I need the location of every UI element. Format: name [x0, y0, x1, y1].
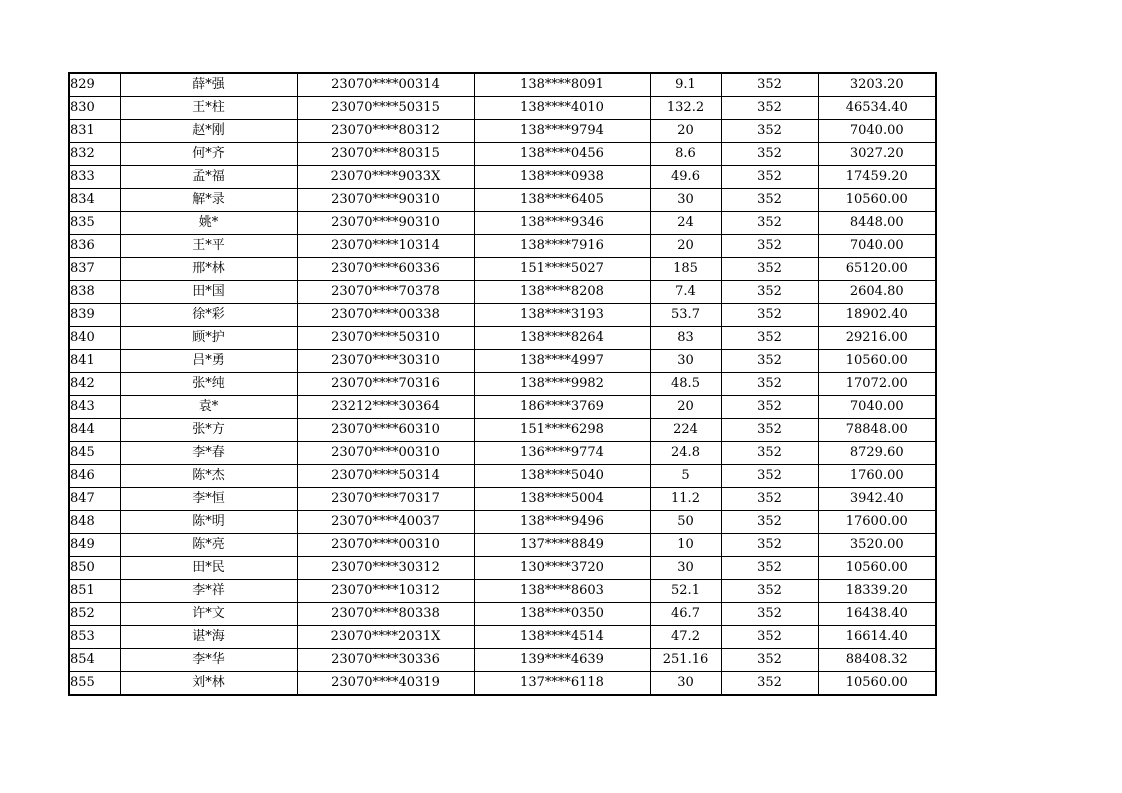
cell-seq: 845 — [69, 442, 120, 465]
cell-unit-price: 352 — [721, 603, 818, 626]
cell-amount: 8729.60 — [818, 442, 936, 465]
cell-quantity: 10 — [650, 534, 721, 557]
cell-name: 顾*护 — [120, 327, 297, 350]
cell-amount: 10560.00 — [818, 672, 936, 696]
cell-unit-price: 352 — [721, 212, 818, 235]
table-row — [69, 373, 936, 396]
table-row — [69, 442, 936, 465]
table-row — [69, 143, 936, 166]
cell-amount: 78848.00 — [818, 419, 936, 442]
cell-seq: 833 — [69, 166, 120, 189]
cell-id-number: 23070****60310 — [297, 419, 474, 442]
cell-quantity: 20 — [650, 396, 721, 419]
cell-amount: 17072.00 — [818, 373, 936, 396]
cell-quantity: 47.2 — [650, 626, 721, 649]
cell-amount: 3027.20 — [818, 143, 936, 166]
cell-unit-price: 352 — [721, 511, 818, 534]
cell-amount: 10560.00 — [818, 189, 936, 212]
cell-unit-price: 352 — [721, 626, 818, 649]
cell-unit-price: 352 — [721, 235, 818, 258]
cell-phone: 138****8208 — [474, 281, 650, 304]
table-row — [69, 511, 936, 534]
cell-amount: 18902.40 — [818, 304, 936, 327]
cell-phone: 151****5027 — [474, 258, 650, 281]
cell-amount: 17600.00 — [818, 511, 936, 534]
cell-unit-price: 352 — [721, 488, 818, 511]
cell-quantity: 49.6 — [650, 166, 721, 189]
table-row — [69, 396, 936, 419]
table-row — [69, 488, 936, 511]
cell-phone: 138****4997 — [474, 350, 650, 373]
cell-unit-price: 352 — [721, 258, 818, 281]
cell-id-number: 23070****60336 — [297, 258, 474, 281]
cell-amount: 3942.40 — [818, 488, 936, 511]
cell-seq: 851 — [69, 580, 120, 603]
table-row — [69, 327, 936, 350]
cell-quantity: 8.6 — [650, 143, 721, 166]
cell-quantity: 11.2 — [650, 488, 721, 511]
cell-amount: 16614.40 — [818, 626, 936, 649]
cell-phone: 137****8849 — [474, 534, 650, 557]
table-row — [69, 350, 936, 373]
cell-name: 吕*勇 — [120, 350, 297, 373]
cell-seq: 837 — [69, 258, 120, 281]
cell-amount: 65120.00 — [818, 258, 936, 281]
cell-unit-price: 352 — [721, 396, 818, 419]
cell-name: 邢*林 — [120, 258, 297, 281]
cell-quantity: 30 — [650, 350, 721, 373]
cell-quantity: 30 — [650, 672, 721, 696]
cell-amount: 7040.00 — [818, 396, 936, 419]
cell-amount: 29216.00 — [818, 327, 936, 350]
cell-phone: 138****7916 — [474, 235, 650, 258]
cell-amount: 46534.40 — [818, 97, 936, 120]
cell-name: 陈*亮 — [120, 534, 297, 557]
cell-seq: 855 — [69, 672, 120, 696]
table-row — [69, 580, 936, 603]
table-row — [69, 189, 936, 212]
cell-phone: 138****8091 — [474, 73, 650, 97]
cell-seq: 836 — [69, 235, 120, 258]
cell-phone: 138****5040 — [474, 465, 650, 488]
cell-id-number: 23070****70316 — [297, 373, 474, 396]
cell-unit-price: 352 — [721, 189, 818, 212]
cell-id-number: 23070****00338 — [297, 304, 474, 327]
cell-seq: 852 — [69, 603, 120, 626]
table-row — [69, 603, 936, 626]
cell-phone: 130****3720 — [474, 557, 650, 580]
cell-unit-price: 352 — [721, 672, 818, 696]
cell-unit-price: 352 — [721, 465, 818, 488]
cell-unit-price: 352 — [721, 304, 818, 327]
cell-id-number: 23070****30312 — [297, 557, 474, 580]
cell-seq: 841 — [69, 350, 120, 373]
cell-phone: 138****9346 — [474, 212, 650, 235]
table-row — [69, 419, 936, 442]
cell-amount: 7040.00 — [818, 235, 936, 258]
table-row — [69, 235, 936, 258]
cell-phone: 138****0456 — [474, 143, 650, 166]
cell-quantity: 30 — [650, 557, 721, 580]
cell-name: 李*春 — [120, 442, 297, 465]
cell-seq: 829 — [69, 73, 120, 97]
cell-phone: 137****6118 — [474, 672, 650, 696]
cell-unit-price: 352 — [721, 73, 818, 97]
table-row — [69, 73, 936, 97]
table-row — [69, 166, 936, 189]
cell-id-number: 23070****30336 — [297, 649, 474, 672]
cell-name: 解*录 — [120, 189, 297, 212]
table-row — [69, 304, 936, 327]
cell-seq: 839 — [69, 304, 120, 327]
cell-quantity: 52.1 — [650, 580, 721, 603]
cell-phone: 138****0350 — [474, 603, 650, 626]
cell-unit-price: 352 — [721, 350, 818, 373]
table-row — [69, 281, 936, 304]
cell-unit-price: 352 — [721, 580, 818, 603]
cell-seq: 843 — [69, 396, 120, 419]
cell-id-number: 23070****10314 — [297, 235, 474, 258]
cell-seq: 846 — [69, 465, 120, 488]
cell-name: 张*纯 — [120, 373, 297, 396]
cell-phone: 151****6298 — [474, 419, 650, 442]
cell-unit-price: 352 — [721, 373, 818, 396]
cell-unit-price: 352 — [721, 534, 818, 557]
cell-phone: 138****8264 — [474, 327, 650, 350]
cell-seq: 838 — [69, 281, 120, 304]
cell-name: 许*文 — [120, 603, 297, 626]
cell-phone: 138****9982 — [474, 373, 650, 396]
cell-seq: 834 — [69, 189, 120, 212]
cell-id-number: 23070****50314 — [297, 465, 474, 488]
table-row — [69, 212, 936, 235]
cell-phone: 138****0938 — [474, 166, 650, 189]
cell-id-number: 23070****50315 — [297, 97, 474, 120]
cell-amount: 8448.00 — [818, 212, 936, 235]
cell-id-number: 23070****90310 — [297, 212, 474, 235]
cell-name: 陈*杰 — [120, 465, 297, 488]
cell-name: 薛*强 — [120, 73, 297, 97]
cell-id-number: 23070****80338 — [297, 603, 474, 626]
cell-seq: 847 — [69, 488, 120, 511]
cell-id-number: 23070****70378 — [297, 281, 474, 304]
cell-amount: 10560.00 — [818, 557, 936, 580]
cell-id-number: 23070****30310 — [297, 350, 474, 373]
cell-quantity: 30 — [650, 189, 721, 212]
cell-unit-price: 352 — [721, 649, 818, 672]
cell-id-number: 23070****40037 — [297, 511, 474, 534]
cell-phone: 138****4010 — [474, 97, 650, 120]
cell-name: 李*祥 — [120, 580, 297, 603]
cell-id-number: 23070****90310 — [297, 189, 474, 212]
cell-name: 谌*海 — [120, 626, 297, 649]
table-row — [69, 672, 936, 696]
cell-quantity: 24.8 — [650, 442, 721, 465]
cell-id-number: 23070****40319 — [297, 672, 474, 696]
table-row — [69, 649, 936, 672]
cell-id-number: 23070****70317 — [297, 488, 474, 511]
cell-amount: 18339.20 — [818, 580, 936, 603]
cell-unit-price: 352 — [721, 557, 818, 580]
cell-seq: 844 — [69, 419, 120, 442]
cell-name: 袁* — [120, 396, 297, 419]
cell-seq: 835 — [69, 212, 120, 235]
cell-unit-price: 352 — [721, 143, 818, 166]
cell-id-number: 23070****9033X — [297, 166, 474, 189]
cell-seq: 849 — [69, 534, 120, 557]
cell-seq: 840 — [69, 327, 120, 350]
cell-name: 王*柱 — [120, 97, 297, 120]
table-row — [69, 120, 936, 143]
cell-phone: 138****5004 — [474, 488, 650, 511]
cell-seq: 854 — [69, 649, 120, 672]
cell-seq: 831 — [69, 120, 120, 143]
cell-quantity: 53.7 — [650, 304, 721, 327]
cell-name: 李*华 — [120, 649, 297, 672]
cell-name: 姚* — [120, 212, 297, 235]
cell-amount: 3203.20 — [818, 73, 936, 97]
cell-amount: 3520.00 — [818, 534, 936, 557]
cell-seq: 842 — [69, 373, 120, 396]
cell-phone: 138****8603 — [474, 580, 650, 603]
cell-id-number: 23070****2031X — [297, 626, 474, 649]
cell-name: 李*恒 — [120, 488, 297, 511]
cell-quantity: 9.1 — [650, 73, 721, 97]
cell-id-number: 23070****10312 — [297, 580, 474, 603]
cell-seq: 850 — [69, 557, 120, 580]
cell-id-number: 23070****80312 — [297, 120, 474, 143]
cell-phone: 138****9496 — [474, 511, 650, 534]
table-row — [69, 557, 936, 580]
cell-amount: 1760.00 — [818, 465, 936, 488]
cell-id-number: 23070****50310 — [297, 327, 474, 350]
table-row — [69, 97, 936, 120]
table-body — [69, 73, 936, 695]
cell-quantity: 46.7 — [650, 603, 721, 626]
cell-amount: 88408.32 — [818, 649, 936, 672]
cell-quantity: 50 — [650, 511, 721, 534]
cell-quantity: 7.4 — [650, 281, 721, 304]
cell-amount: 10560.00 — [818, 350, 936, 373]
cell-quantity: 20 — [650, 120, 721, 143]
cell-quantity: 48.5 — [650, 373, 721, 396]
cell-id-number: 23070****00310 — [297, 534, 474, 557]
cell-name: 赵*刚 — [120, 120, 297, 143]
cell-unit-price: 352 — [721, 166, 818, 189]
cell-phone: 139****4639 — [474, 649, 650, 672]
cell-id-number: 23212****30364 — [297, 396, 474, 419]
table-row — [69, 258, 936, 281]
cell-seq: 830 — [69, 97, 120, 120]
cell-quantity: 251.16 — [650, 649, 721, 672]
cell-quantity: 224 — [650, 419, 721, 442]
cell-id-number: 23070****00314 — [297, 73, 474, 97]
cell-phone: 136****9774 — [474, 442, 650, 465]
cell-name: 刘*林 — [120, 672, 297, 696]
cell-unit-price: 352 — [721, 419, 818, 442]
table-row — [69, 626, 936, 649]
cell-name: 孟*福 — [120, 166, 297, 189]
cell-unit-price: 352 — [721, 120, 818, 143]
cell-unit-price: 352 — [721, 442, 818, 465]
cell-seq: 853 — [69, 626, 120, 649]
cell-unit-price: 352 — [721, 97, 818, 120]
cell-quantity: 24 — [650, 212, 721, 235]
cell-amount: 2604.80 — [818, 281, 936, 304]
cell-name: 徐*彩 — [120, 304, 297, 327]
cell-amount: 17459.20 — [818, 166, 936, 189]
cell-quantity: 20 — [650, 235, 721, 258]
cell-name: 陈*明 — [120, 511, 297, 534]
cell-quantity: 5 — [650, 465, 721, 488]
cell-unit-price: 352 — [721, 281, 818, 304]
cell-id-number: 23070****80315 — [297, 143, 474, 166]
cell-phone: 138****6405 — [474, 189, 650, 212]
cell-name: 田*国 — [120, 281, 297, 304]
data-table — [68, 72, 937, 696]
cell-phone: 186****3769 — [474, 396, 650, 419]
cell-name: 张*方 — [120, 419, 297, 442]
cell-unit-price: 352 — [721, 327, 818, 350]
cell-amount: 7040.00 — [818, 120, 936, 143]
cell-quantity: 185 — [650, 258, 721, 281]
cell-seq: 848 — [69, 511, 120, 534]
cell-phone: 138****9794 — [474, 120, 650, 143]
cell-phone: 138****4514 — [474, 626, 650, 649]
cell-quantity: 132.2 — [650, 97, 721, 120]
cell-phone: 138****3193 — [474, 304, 650, 327]
cell-name: 王*平 — [120, 235, 297, 258]
cell-amount: 16438.40 — [818, 603, 936, 626]
table-row — [69, 465, 936, 488]
cell-name: 何*齐 — [120, 143, 297, 166]
cell-id-number: 23070****00310 — [297, 442, 474, 465]
cell-quantity: 83 — [650, 327, 721, 350]
table-row — [69, 534, 936, 557]
cell-name: 田*民 — [120, 557, 297, 580]
cell-seq: 832 — [69, 143, 120, 166]
